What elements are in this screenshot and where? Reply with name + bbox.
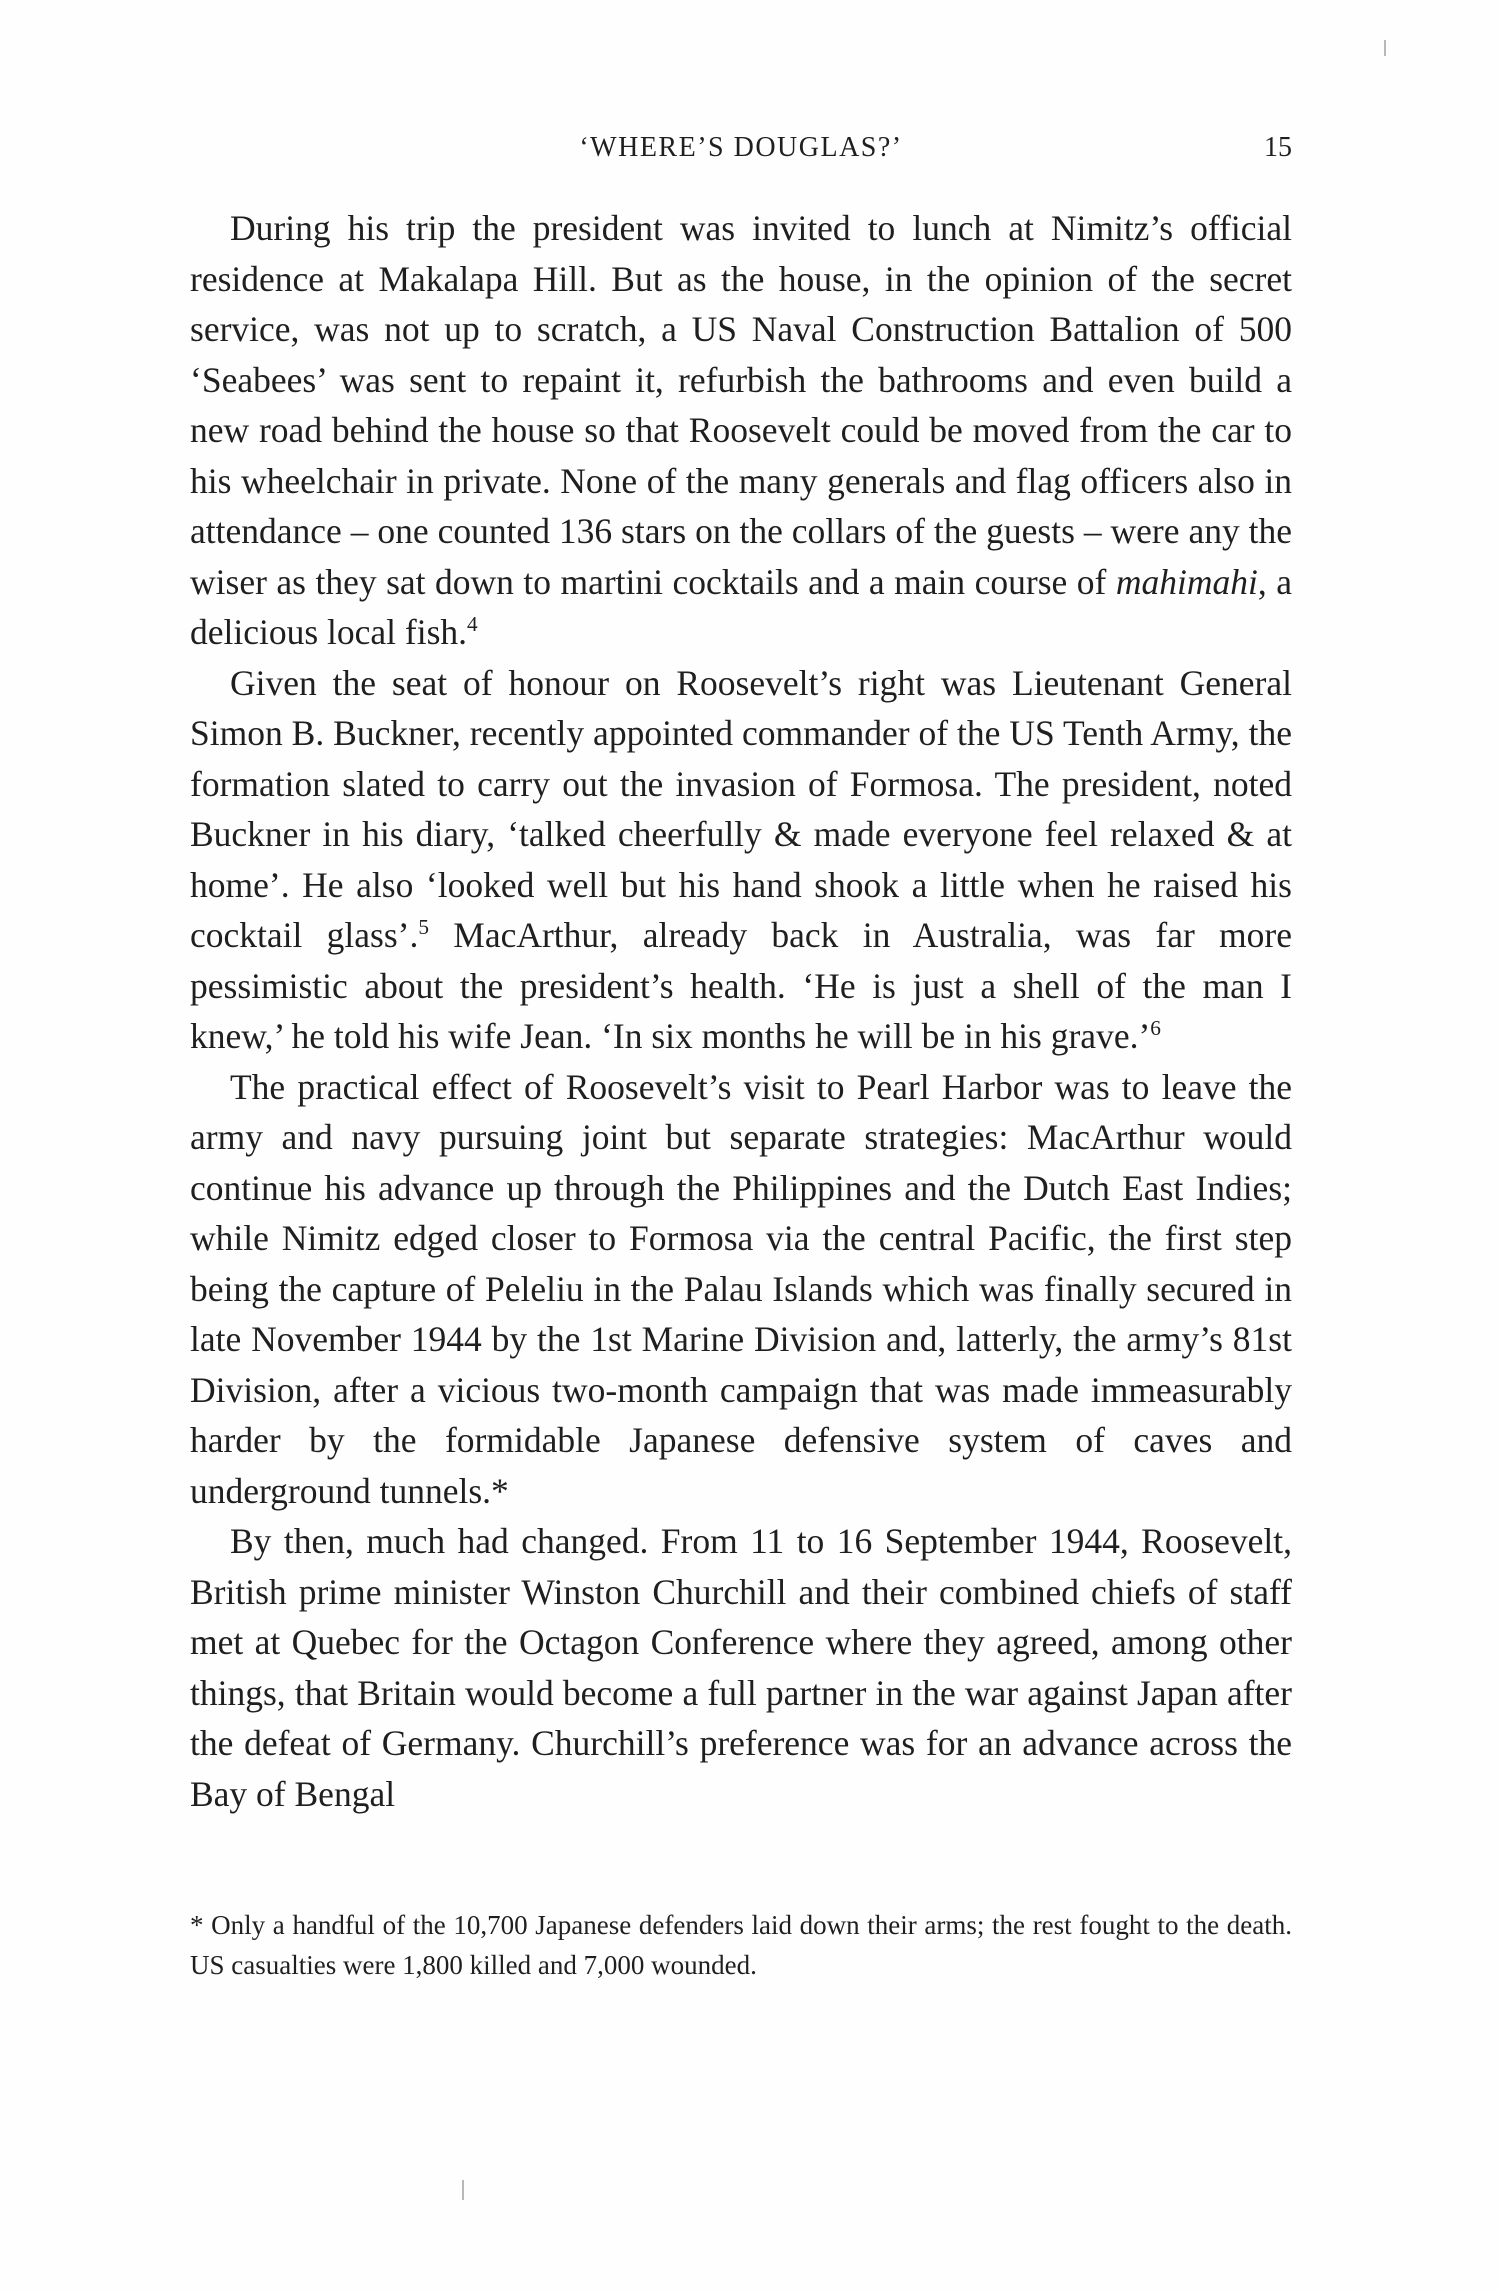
running-head-title: ‘WHERE’S DOUGLAS?’ — [579, 132, 903, 163]
note-reference: 5 — [418, 915, 429, 940]
paragraph-text: Given the seat of honour on Roosevelt’s right was Lieutenant General Simon B. Buckner, recently appointed commander of the US Tenth Army, the formation slated to carry out the invasion of Formosa. The president, noted Buckner in his diary, ‘talked cheerfully & made everyone feel relaxed & at home’. He also ‘looked well but his hand shook a little when he raised his cocktail glass’. — [190, 662, 1292, 955]
page-number: 15 — [1264, 132, 1292, 163]
note-reference: 4 — [467, 612, 478, 637]
body-text — [190, 203, 1292, 1819]
paragraph — [190, 658, 1292, 1062]
paragraph-text: By then, much had changed. From 11 to 16 September 1944, Roosevelt, British prime minister Winston Churchill and their combined chiefs of staff met at Quebec for the Octagon Conference where they agreed, among other things, that Britain would become a full partner in the war against Japan after the defeat of Germany. Churchill’s preference was for an advance across the Bay of Bengal — [190, 1521, 1292, 1814]
paragraph-text: The practical effect of Roosevelt’s visit to Pearl Harbor was to leave the army and navy pursuing joint but separate strategies: MacArthur would continue his advance up through the Philippines and the Dutch East Indies; while Nimitz edged closer to Formosa via the central Pacific, the first step being the capture of Peleliu in the Palau Islands which was finally secured in late November 1944 by the 1st Marine Division and, latterly, the army’s 81st Division, after a vicious two-month campaign that was made immeasurably harder by the formidable Japanese defensive system of caves and underground tunnels.* — [190, 1066, 1292, 1511]
paragraph-text: , a delicious local fish. — [190, 561, 1292, 652]
italic-term: mahimahi — [1115, 561, 1258, 602]
paragraph-text: MacArthur, already back in Australia, was far more pessimistic about the president’s health. ‘He is just a shell of the man I knew,’ he told his wife Jean. ‘In six months he will be in his grave.’ — [190, 915, 1292, 1056]
paragraph — [190, 1062, 1292, 1517]
paragraph-text: During his trip the president was invited to lunch at Nimitz’s official residence at Makalapa Hill. But as the house, in the opinion of the secret service, was not up to scratch, a US Naval Construction Battalion of 500 ‘Seabees’ was sent to repaint it, refurbish the bathrooms and even build a new road behind the house so that Roosevelt could be moved from the car to his wheelchair in private. None of the many generals and flag officers also in attendance – one counted 136 stars on the collars of the guests – were any the wiser as they sat down to martini cocktails and a main course of — [190, 208, 1292, 602]
footnote: * Only a handful of the 10,700 Japanese defenders laid down their arms; the rest fought to the death. US casualties were 1,800 killed and 7,000 wounded. — [190, 1910, 1292, 1980]
note-reference: 6 — [1150, 1016, 1161, 1041]
paragraph — [190, 203, 1292, 658]
paragraph — [190, 1516, 1292, 1819]
margin-mark — [1384, 40, 1386, 56]
running-head — [190, 132, 1292, 172]
margin-mark — [462, 2180, 464, 2200]
